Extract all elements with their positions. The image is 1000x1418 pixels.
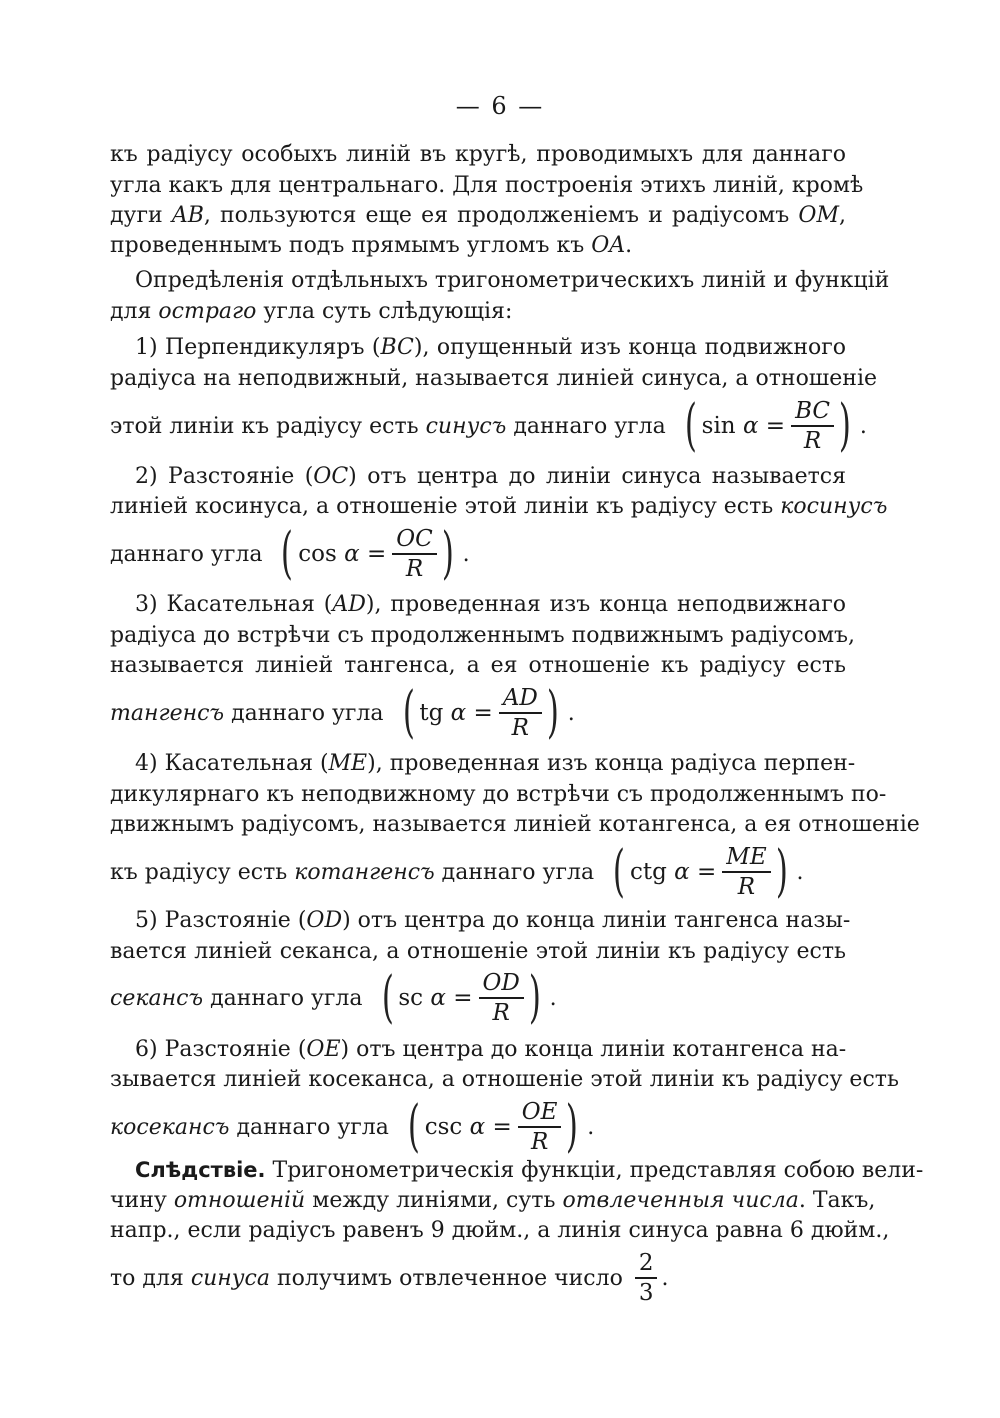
- definition-2: 2) Разстояніе (OC) отъ центра до линіи синуса называется: [135, 464, 846, 489]
- sin-formula: sin α = $\frac{BC}{R}$: [702, 398, 834, 454]
- cos-formula: cos α = $\frac{OC}{R}$: [298, 526, 436, 582]
- text-line: для остраго угла суть слѣдующія:: [110, 299, 513, 324]
- fraction-two-thirds: $\frac{2}{3}$: [635, 1250, 658, 1306]
- definition-4: 4) Касательная (ME), проведенная изъ конца радіуса перпен-: [135, 751, 856, 776]
- tg-formula: tg α = $\frac{AD}{R}$: [419, 685, 541, 741]
- corollary-heading: Слѣдствіе.: [135, 1158, 266, 1182]
- text-line: зывается линіей косеканса, а отношеніе этой линіи къ радіусу есть: [110, 1067, 899, 1092]
- formula-line-csc: косекансъ даннаго угла ( csc α = $\frac{OE}{R}$ ) .: [110, 1094, 595, 1159]
- text-line: радіуса на неподвижный, называется линіей синуса, а отношеніе: [110, 366, 878, 391]
- text-line: движнымъ радіусомъ, называется линіей котангенса, а ея отношеніе: [110, 812, 920, 837]
- formula-line-ctg: къ радіусу есть котангенсъ даннаго угла ( ctg α = $\frac{ME}{R}$ ) .: [110, 839, 804, 904]
- text-line: напр., если радіусъ равенъ 9 дюйм., а линія синуса равна 6 дюйм.,: [110, 1218, 890, 1243]
- definition-1: 1) Перпендикуляръ (BC), опущенный изъ конца подвижного: [135, 335, 846, 360]
- text-line: называется линіей тангенса, а ея отношеніе къ радіусу есть: [110, 653, 846, 678]
- formula-line-sin: этой линіи къ радіусу есть синусъ даннаго угла ( sin α = $\frac{BC}{R}$ ) .: [110, 393, 867, 458]
- text-line: дикулярнаго къ неподвижному до встрѣчи съ продолженнымъ по-: [110, 782, 887, 807]
- corollary: Слѣдствіе. Тригонометрическія функціи, представляя собою вели-: [135, 1158, 924, 1183]
- definition-6: 6) Разстояніе (OE) отъ центра до конца линіи котангенса на-: [135, 1037, 847, 1062]
- text-line: вается линіей секанса, а отношеніе этой линіи къ радіусу есть: [110, 939, 846, 964]
- text-line: чину отношеній между линіями, суть отвлеченныя числа. Такъ,: [110, 1188, 876, 1213]
- text-line: линіей косинуса, а отношеніе этой линіи къ радіусу есть косинусъ: [110, 494, 888, 519]
- page-number: — 6 —: [455, 92, 545, 120]
- corollary-last-line: то для синуса получимъ отвлеченное число $\frac{2}{3}$ .: [110, 1250, 669, 1306]
- definition-5: 5) Разстояніе (OD) отъ центра до конца линіи тангенса назы-: [135, 908, 851, 933]
- text-line: угла какъ для центральнаго. Для построенія этихъ линій, кромѣ: [110, 173, 864, 198]
- text-line: дуги AB, пользуются еще ея продолженіемъ и радіусомъ OM,: [110, 203, 846, 228]
- formula-line-tg: тангенсъ даннаго угла ( tg α = $\frac{AD}{R}$ ) .: [110, 680, 575, 745]
- text-line: проведеннымъ подъ прямымъ угломъ къ OA.: [110, 233, 633, 258]
- text-line: къ радіусу особыхъ линій въ кругѣ, проводимыхъ для даннаго: [110, 142, 846, 167]
- ctg-formula: ctg α = $\frac{ME}{R}$: [630, 844, 771, 900]
- text-line: радіуса до встрѣчи съ продолженнымъ подвижнымъ радіусомъ,: [110, 623, 856, 648]
- csc-formula: csc α = $\frac{OE}{R}$: [425, 1099, 562, 1155]
- text-line: Опредѣленія отдѣльныхъ тригонометрическихъ линій и функцій: [135, 268, 890, 293]
- sc-formula: sc α = $\frac{OD}{R}$: [398, 970, 523, 1026]
- formula-line-sc: секансъ даннаго угла ( sc α = $\frac{OD}{R}$ ) .: [110, 965, 557, 1030]
- definition-3: 3) Касательная (AD), проведенная изъ конца неподвижнаго: [135, 592, 847, 617]
- formula-line-cos: даннаго угла ( cos α = $\frac{OC}{R}$ ) .: [110, 521, 470, 586]
